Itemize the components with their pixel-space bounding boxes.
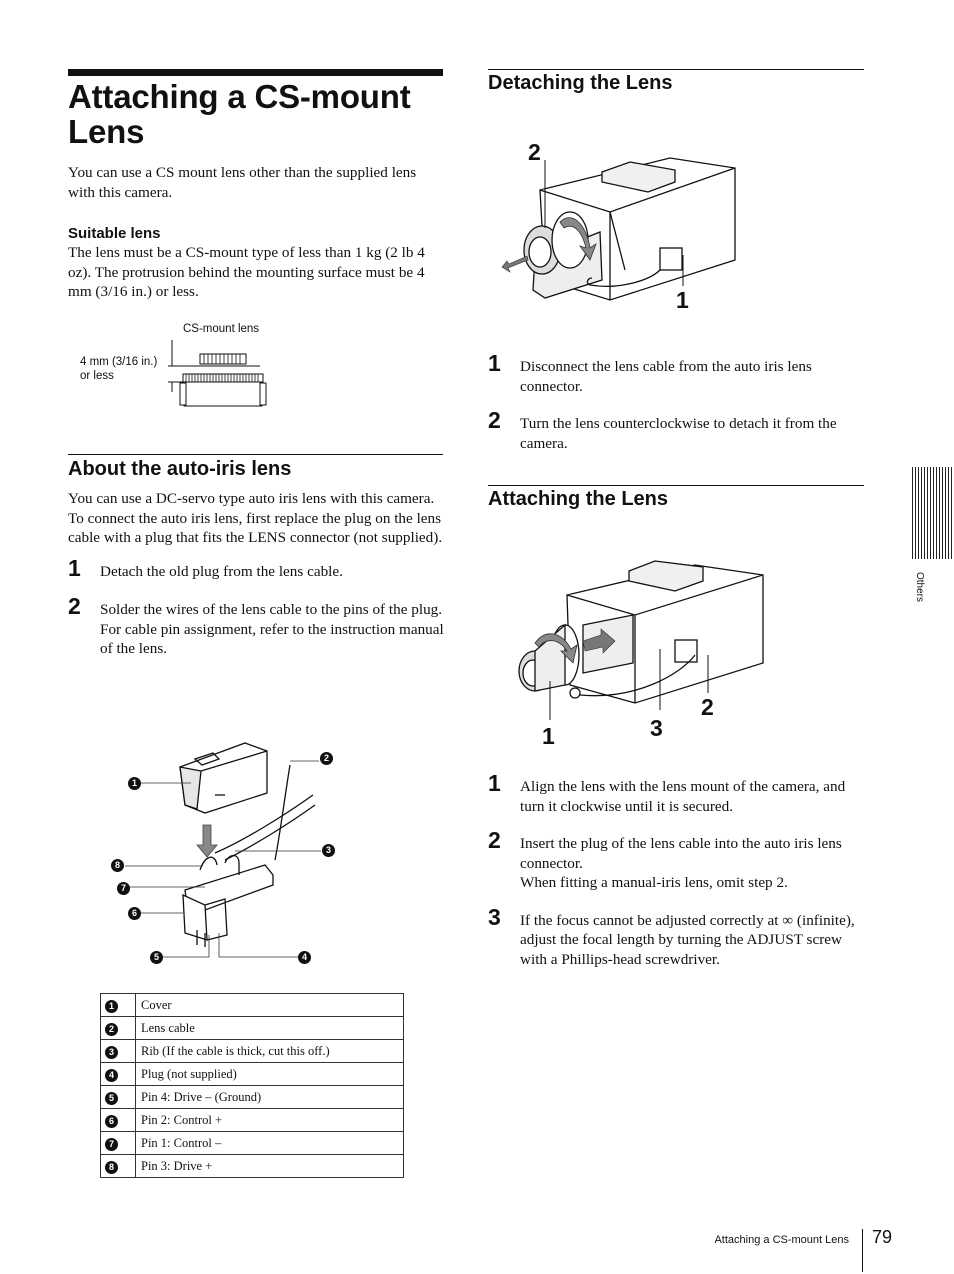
legend-number: 4	[105, 1069, 118, 1082]
legend-text: Pin 3: Drive +	[136, 1155, 404, 1178]
step-text: Turn the lens counterclockwise to detach it from the camera.	[520, 415, 837, 452]
step-number: 3	[488, 903, 501, 930]
legend-text: Plug (not supplied)	[136, 1063, 404, 1086]
detach-callout-1: 1	[676, 287, 689, 313]
attaching-step-1	[488, 770, 864, 816]
step-text: Align the lens with the lens mount of the camera, and turn it clockwise until it is secured.	[520, 778, 846, 815]
section-rule	[68, 454, 443, 455]
auto-iris-step-1	[68, 554, 444, 582]
legend-number: 7	[105, 1138, 118, 1151]
attaching-steps	[488, 770, 864, 969]
legend-text: Pin 2: Control +	[136, 1109, 404, 1132]
detaching-steps	[488, 350, 864, 453]
step-text: Detach the old plug from the lens cable.	[100, 562, 343, 580]
step-number: 2	[488, 407, 501, 433]
page-number: 79	[872, 1227, 893, 1247]
legend-number: 5	[105, 1092, 118, 1105]
plug-callout-3: 3	[322, 844, 335, 857]
lens-drawing	[158, 336, 278, 410]
auto-iris-para-1: You can use a DC-servo type auto iris lens with this camera.	[68, 490, 435, 507]
plug-callout-1: 1	[128, 777, 141, 790]
legend-number: 3	[105, 1046, 118, 1059]
step-number: 2	[488, 827, 501, 853]
detaching-heading: Detaching the Lens	[488, 72, 673, 94]
intro-paragraph: You can use a CS mount lens other than the supplied lens with this camera.	[68, 164, 417, 201]
title-rule	[68, 69, 443, 76]
plug-callout-5: 5	[150, 951, 163, 964]
attaching-camera-illustration	[505, 545, 770, 725]
side-index-stripes	[912, 467, 954, 559]
step-number: 2	[68, 593, 81, 619]
auto-iris-step-2	[68, 593, 444, 659]
footer-section-title: Attaching a CS-mount Lens	[714, 1234, 849, 1246]
legend-number: 2	[105, 1023, 118, 1036]
attach-callout-1: 1	[542, 723, 555, 749]
detaching-camera-illustration	[500, 140, 750, 320]
plug-callout-7: 7	[117, 882, 130, 895]
table-row	[101, 1017, 404, 1040]
step-number: 1	[68, 554, 81, 581]
legend-text: Rib (If the cable is thick, cut this off.)	[136, 1040, 404, 1063]
attaching-step-2	[488, 827, 864, 893]
cs-mount-lens-figure	[78, 318, 278, 414]
table-row	[101, 1086, 404, 1109]
page-title: Attaching a CS-mount Lens	[68, 78, 411, 150]
section-rule	[488, 69, 864, 70]
table-row	[101, 1063, 404, 1086]
step-note: For cable pin assignment, refer to the instruction manual of the lens.	[100, 620, 444, 657]
plug-diagram	[105, 735, 345, 975]
table-row	[101, 994, 404, 1017]
table-row	[101, 1109, 404, 1132]
plug-legend-table	[100, 993, 404, 1178]
legend-number: 1	[105, 1000, 118, 1013]
legend-text: Cover	[136, 994, 404, 1017]
attach-callout-3: 3	[650, 715, 663, 741]
attach-callout-2: 2	[701, 694, 714, 720]
plug-callout-8: 8	[111, 859, 124, 872]
step-text: Insert the plug of the lens cable into the auto iris lens connector.	[520, 835, 842, 872]
auto-iris-heading: About the auto-iris lens	[68, 458, 292, 480]
attaching-step-3	[488, 903, 864, 970]
suitable-lens-heading: Suitable lens	[68, 225, 161, 242]
legend-text: Lens cable	[136, 1017, 404, 1040]
detaching-step-1	[488, 350, 864, 396]
table-row	[101, 1155, 404, 1178]
attaching-heading: Attaching the Lens	[488, 488, 669, 510]
detaching-step-2	[488, 407, 864, 453]
plug-callout-4: 4	[298, 951, 311, 964]
legend-text: Pin 1: Control –	[136, 1132, 404, 1155]
auto-iris-text	[68, 489, 444, 659]
detach-callout-2: 2	[528, 139, 541, 165]
footer-divider	[862, 1229, 863, 1272]
step-note: When fitting a manual-iris lens, omit step 2.	[520, 874, 788, 891]
legend-number: 6	[105, 1115, 118, 1128]
side-tab-label: Others	[914, 572, 925, 603]
step-number: 1	[488, 350, 501, 376]
table-row	[101, 1040, 404, 1063]
plug-callout-2: 2	[320, 752, 333, 765]
suitable-lens-text: The lens must be a CS-mount type of less than 1 kg (2 lb 4 oz). The protrusion behind the mounting surface must be 4 mm (3/16 in.) or less.	[68, 244, 425, 300]
step-text: If the focus cannot be adjusted correctly at ∞ (infinite), adjust the focal length by turning the ADJUST screw with a Phillips-head screwdriver.	[520, 911, 855, 968]
step-number: 1	[488, 770, 501, 796]
step-text: Disconnect the lens cable from the auto iris lens connector.	[520, 358, 812, 395]
auto-iris-para-2: To connect the auto iris lens, first replace the plug on the lens cable with a plug that fits the LENS connector (not supplied).	[68, 509, 443, 546]
plug-callout-6: 6	[128, 907, 141, 920]
section-rule	[488, 485, 864, 486]
cs-mount-lens-label: CS-mount lens	[183, 323, 260, 335]
table-row	[101, 1132, 404, 1155]
legend-text: Pin 4: Drive – (Ground)	[136, 1086, 404, 1109]
protrusion-label-1: 4 mm (3/16 in.)	[80, 356, 158, 368]
step-text: Solder the wires of the lens cable to the pins of the plug.	[100, 601, 443, 618]
legend-number: 8	[105, 1161, 118, 1174]
protrusion-label-2: or less	[80, 370, 114, 382]
